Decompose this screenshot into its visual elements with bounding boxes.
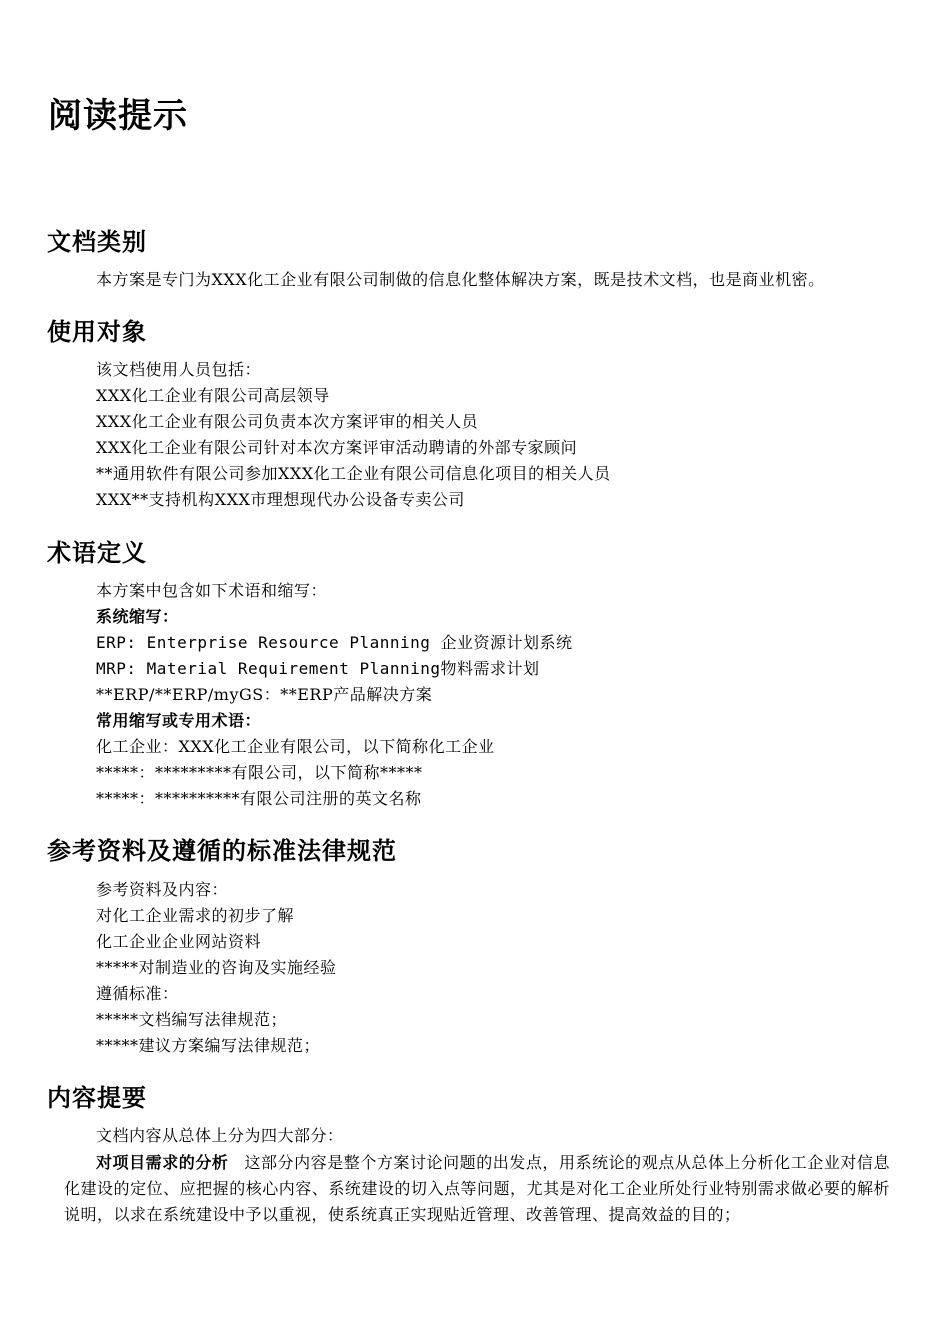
- audience-line: XXX**支持机构XXX市理想现代办公设备专卖公司: [96, 490, 465, 509]
- term-item: 化工企业：XXX化工企业有限公司，以下简称化工企业: [96, 737, 495, 756]
- terms-subheading-system: 系统缩写：: [96, 607, 179, 626]
- audience-line: XXX化工企业有限公司高层领导: [96, 386, 330, 405]
- term-item: *****：**********有限公司注册的英文名称: [96, 789, 422, 808]
- section-heading-audience: 使用对象: [47, 317, 147, 346]
- summary-lead: 对项目需求的分析: [96, 1153, 229, 1172]
- reference-line: 参考资料及内容：: [96, 880, 229, 899]
- term-erp: ERP: Enterprise Resource Planning 企业资源计划系统: [96, 633, 573, 652]
- audience-line: XXX化工企业有限公司负责本次方案评审的相关人员: [96, 412, 479, 431]
- page-title: 阅读提示: [48, 96, 188, 136]
- term-item: *****：*********有限公司，以下简称*****: [96, 763, 423, 782]
- reference-line: *****文档编写法律规范；: [96, 1010, 288, 1029]
- term-mrp: MRP: Material Requirement Planning物料需求计划: [96, 659, 540, 678]
- reference-line: *****建议方案编写法律规范；: [96, 1036, 321, 1055]
- section-heading-terms: 术语定义: [47, 538, 147, 567]
- category-text: 本方案是专门为XXX化工企业有限公司制做的信息化整体解决方案，既是技术文档，也是商业机密。: [96, 270, 825, 289]
- terms-intro: 本方案中包含如下术语和缩写：: [96, 581, 328, 600]
- section-heading-category: 文档类别: [47, 227, 147, 256]
- reference-line: 对化工企业需求的初步了解: [96, 906, 295, 925]
- terms-subheading-common: 常用缩写或专用术语：: [96, 711, 262, 730]
- section-heading-references: 参考资料及遵循的标准法律规范: [47, 836, 397, 865]
- audience-line: **通用软件有限公司参加XXX化工企业有限公司信息化项目的相关人员: [96, 464, 611, 483]
- reference-line: 化工企业企业网站资料: [96, 932, 262, 951]
- summary-intro: 文档内容从总体上分为四大部分：: [96, 1126, 344, 1145]
- term-product: **ERP/**ERP/myGS：**ERP产品解决方案: [96, 685, 433, 704]
- section-heading-summary: 内容提要: [47, 1083, 147, 1112]
- audience-line: 该文档使用人员包括：: [96, 360, 262, 379]
- summary-body: 这部分内容是整个方案讨论问题的出发点，用系统论的观点从总体上分析化工企业对信息化建设的定位、应把握的核心内容、系统建设的切入点等问题，尤其是对化工企业所处行业特别需求做必要的解析说明，以求在系统建设中予以重视，使系统真正实现贴近管理、改善管理、提高效益的目的；: [64, 1153, 890, 1224]
- reference-line: *****对制造业的咨询及实施经验: [96, 958, 337, 977]
- audience-line: XXX化工企业有限公司针对本次方案评审活动聘请的外部专家顾问: [96, 438, 578, 457]
- reference-line: 遵循标准：: [96, 984, 179, 1003]
- summary-paragraph: [64, 1150, 890, 1228]
